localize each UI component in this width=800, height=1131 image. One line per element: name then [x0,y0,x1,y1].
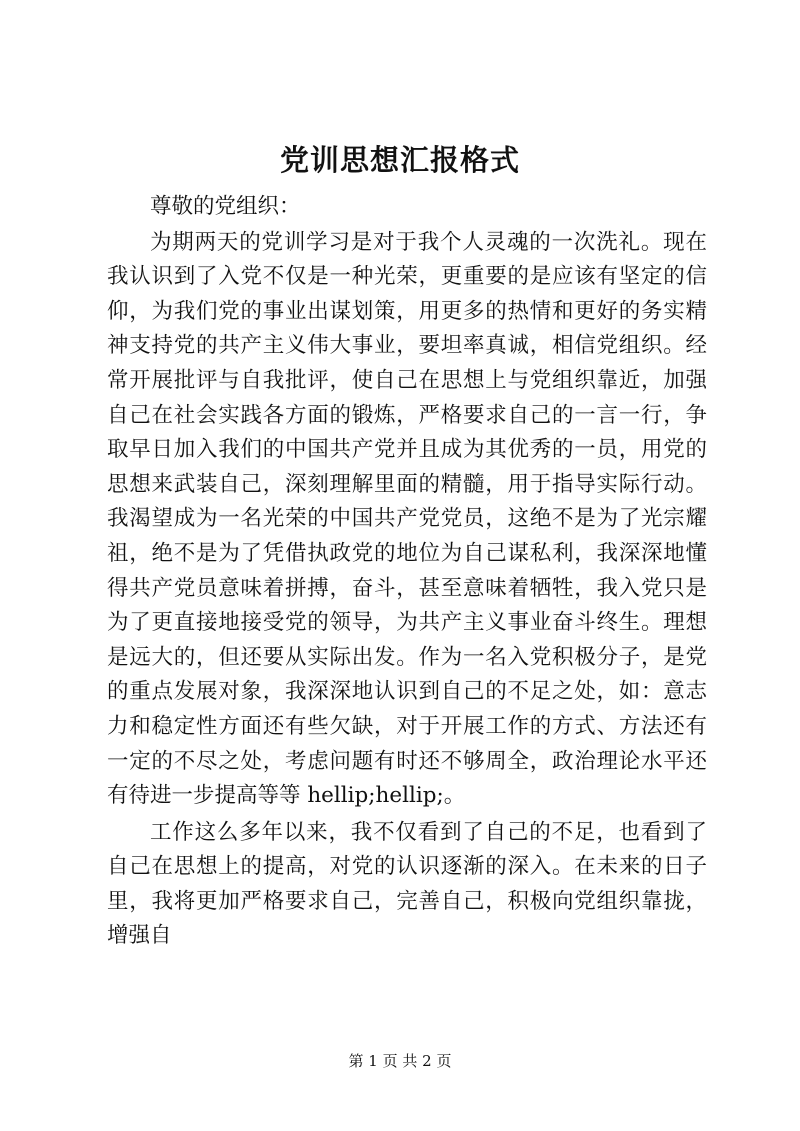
paragraph-1: 为期两天的党训学习是对于我个人灵魂的一次洗礼。现在我认识到了入党不仅是一种光荣，更重要的是应该有坚定的信仰，为我们党的事业出谋划策，用更多的热情和更好的务实精神支持党的共产主义伟大事业，要坦率真诚，相信党组织。经常开展批评与自我批评，使自己在思想上与党组织靠近，加强自己在社会实践各方面的锻炼，严格要求自己的一言一行，争取早日加入我们的中国共产党并且成为其优秀的一员，用党的思想来武装自己，深刻理解里面的精髓，用于指导实际行动。我渴望成为一名光荣的中国共产党党员，这绝不是为了光宗耀祖，绝不是为了凭借执政党的地位为自己谋私利，我深深地懂得共产党员意味着拼搏，奋斗，甚至意味着牺牲，我入党只是为了更直接地接受党的领导，为共产主义事业奋斗终生。理想是远大的，但还要从实际出发。作为一名入党积极分子，是党的重点发展对象，我深深地认识到自己的不足之处，如：意志力和稳定性方面还有些欠缺，对于开展工作的方式、方法还有一定的不尽之处，考虑问题有时还不够周全，政治理论水平还有待进一步提高等等 hellip;hellip;。 [107,229,707,809]
page-number-footer: 第 1 页 共 2 页 [348,1052,452,1070]
document-body [107,190,707,954]
document-title: 党训思想汇报格式 [279,143,520,177]
salutation: 尊敬的党组织： [150,194,301,219]
paragraph-2: 工作这么多年以来，我不仅看到了自己的不足，也看到了自己在思想上的提高，对党的认识逐渐的深入。在未来的日子里，我将更加严格要求自己，完善自己，积极向党组织靠拢，增强自 [107,819,707,949]
